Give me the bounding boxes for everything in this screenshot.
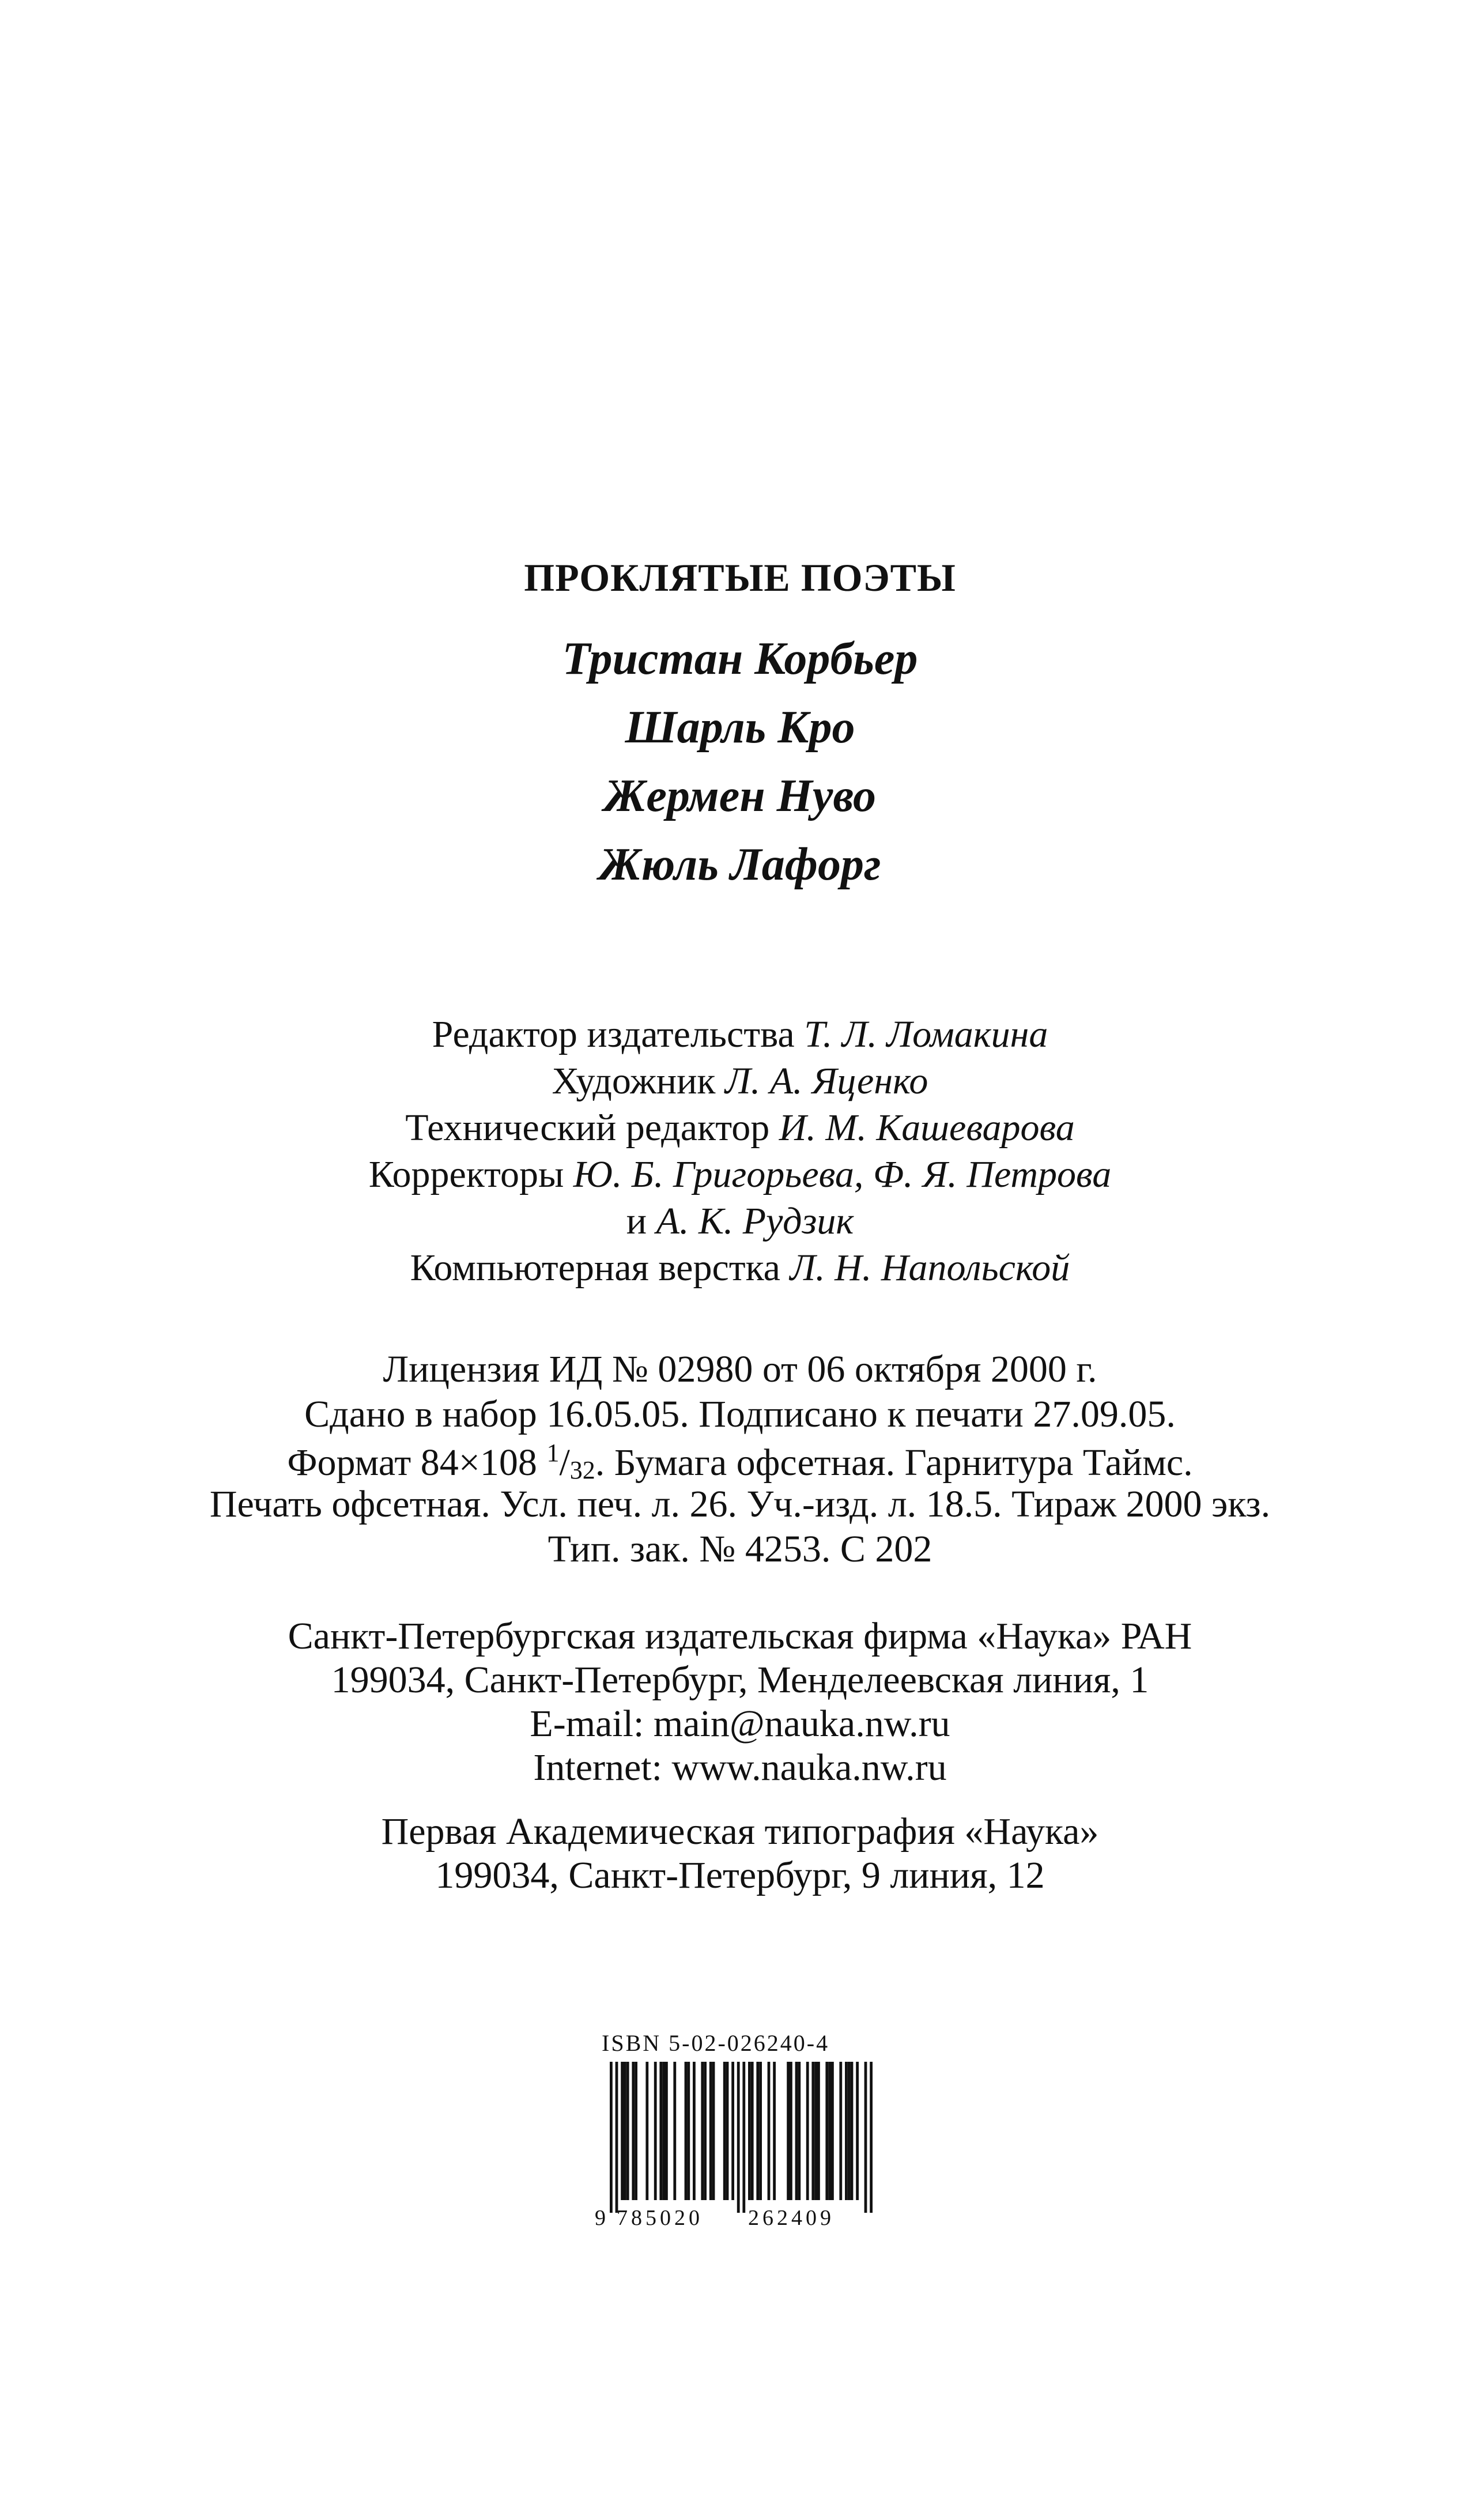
barcode-bar <box>687 2062 690 2200</box>
barcode-bar <box>806 2062 809 2200</box>
barcode-bar <box>831 2062 834 2200</box>
barcode-bar <box>662 2062 665 2200</box>
barcode-bar <box>659 2062 662 2200</box>
book-title: ПРОКЛЯТЫЕ ПОЭТЫ <box>524 556 956 599</box>
publisher-name: Санкт-Петербургская издательская фирма «Наука» РАН <box>288 1615 1192 1657</box>
credit-role: Компьютерная верстка <box>410 1247 790 1289</box>
barcode-bar <box>787 2062 790 2200</box>
credit-role: Редактор издательства <box>432 1013 805 1055</box>
barcode-graphic <box>594 2062 893 2229</box>
barcode-bar <box>848 2062 851 2200</box>
printer-name: Первая Академическая типография «Наука» <box>381 1810 1099 1853</box>
barcode-bar <box>856 2062 859 2200</box>
barcode-bar <box>635 2062 637 2200</box>
barcode-bar <box>748 2062 751 2200</box>
credit-tech-editor <box>0 1109 1480 1147</box>
barcode-bar <box>731 2062 734 2200</box>
credit-proofreaders-cont <box>0 1202 1480 1240</box>
barcode-first-digit: 9 <box>595 2206 606 2229</box>
barcode-bar <box>839 2062 842 2200</box>
barcode-bar <box>756 2062 759 2200</box>
credit-names: Л. Н. Напольской <box>790 1247 1070 1289</box>
format-prefix: Формат 84×108 <box>287 1442 547 1484</box>
barcode-bar <box>751 2062 754 2200</box>
imprint-dates: Сдано в набор 16.05.05. Подписано к печати 27.09.05. <box>304 1393 1176 1435</box>
barcode-bar <box>845 2062 848 2200</box>
barcode-bar <box>828 2062 831 2200</box>
imprint-order: Тип. зак. № 4253. С 202 <box>548 1528 932 1570</box>
barcode-bar <box>624 2062 626 2200</box>
author-2: Шарль Кро <box>625 702 855 753</box>
isbn-barcode <box>594 2032 893 2228</box>
credit-artist <box>0 1062 1480 1100</box>
barcode-bar <box>825 2062 828 2200</box>
printer-address: 199034, Санкт-Петербург, 9 линия, 12 <box>435 1854 1045 1896</box>
credit-layout <box>0 1249 1480 1287</box>
barcode-bar <box>811 2062 814 2200</box>
barcode-guard-bar <box>870 2062 873 2213</box>
credit-role: Корректоры <box>368 1153 573 1195</box>
barcode-bar <box>701 2062 704 2200</box>
credit-names: Ю. Б. Григорьева, Ф. Я. Петрова <box>573 1153 1112 1195</box>
barcode-bar <box>709 2062 712 2200</box>
credit-names: Л. А. Яценко <box>725 1060 928 1102</box>
barcode-guard-bar <box>610 2062 613 2213</box>
barcode-guard-bar <box>742 2062 745 2213</box>
publisher-address: 199034, Санкт-Петербург, Менделеевская линия, 1 <box>331 1659 1149 1701</box>
credit-proofreaders <box>0 1153 1480 1195</box>
barcode-bar <box>621 2062 624 2200</box>
credit-role: и <box>626 1200 656 1242</box>
barcode-guard-bar <box>616 2062 618 2213</box>
author-3: Жермен Нуво <box>603 771 877 821</box>
credit-names: А. К. Рудзик <box>656 1200 854 1242</box>
author-4: Жюль Лафорг <box>599 839 881 890</box>
barcode-bar <box>626 2062 629 2200</box>
barcode-guard-bar <box>737 2062 740 2213</box>
barcode-bar <box>673 2062 676 2200</box>
credit-editor <box>0 1013 1480 1055</box>
format-denominator: 32 <box>569 1456 595 1484</box>
publisher-email: E-mail: main@nauka.nw.ru <box>530 1703 950 1745</box>
barcode-bar <box>726 2062 729 2200</box>
barcode-bar <box>704 2062 707 2200</box>
barcode-bar <box>851 2062 854 2200</box>
barcode-bar <box>817 2062 820 2200</box>
barcode-bar <box>798 2062 801 2200</box>
barcode-bar <box>685 2062 688 2200</box>
barcode-bar <box>712 2062 715 2200</box>
barcode-right-digits: 262409 <box>748 2206 835 2229</box>
format-suffix: . Бумага офсетная. Гарнитура Таймс. <box>595 1442 1193 1484</box>
credit-role: Художник <box>552 1060 725 1102</box>
barcode-bar <box>654 2062 657 2200</box>
barcode-bar <box>773 2062 776 2200</box>
imprint-print-info: Печать офсетная. Усл. печ. л. 26. Уч.-изд. л. 18.5. Тираж 2000 экз. <box>209 1483 1271 1525</box>
imprint-format: Формат 84×108 $^1$/32. Бумага офсетная. Гарнитура Таймс. <box>287 1439 1193 1484</box>
credit-names: Т. Л. Ломакина <box>804 1013 1048 1055</box>
barcode-bar <box>632 2062 635 2200</box>
barcode-bar <box>795 2062 798 2200</box>
barcode-bar <box>814 2062 817 2200</box>
barcode-left-digits: 785020 <box>617 2206 703 2229</box>
barcode-bar <box>665 2062 668 2200</box>
barcode-guard-bar <box>864 2062 867 2213</box>
barcode-bar <box>645 2062 648 2200</box>
imprint-license: Лицензия ИД № 02980 от 06 октября 2000 г. <box>383 1348 1097 1390</box>
barcode-bar <box>759 2062 762 2200</box>
format-numerator: 1 <box>546 1439 560 1467</box>
credit-names: И. М. Кашеварова <box>779 1107 1075 1149</box>
author-1: Тристан Корбьер <box>562 633 918 684</box>
publisher-internet: Internet: www.nauka.nw.ru <box>533 1746 947 1789</box>
barcode-bar <box>768 2062 771 2200</box>
barcode-bar <box>693 2062 696 2200</box>
isbn-label: ISBN 5-02-026240-4 <box>602 2030 830 2056</box>
barcode-bar <box>723 2062 726 2200</box>
barcode-bar <box>790 2062 792 2200</box>
credit-role: Технический редактор <box>405 1107 779 1149</box>
